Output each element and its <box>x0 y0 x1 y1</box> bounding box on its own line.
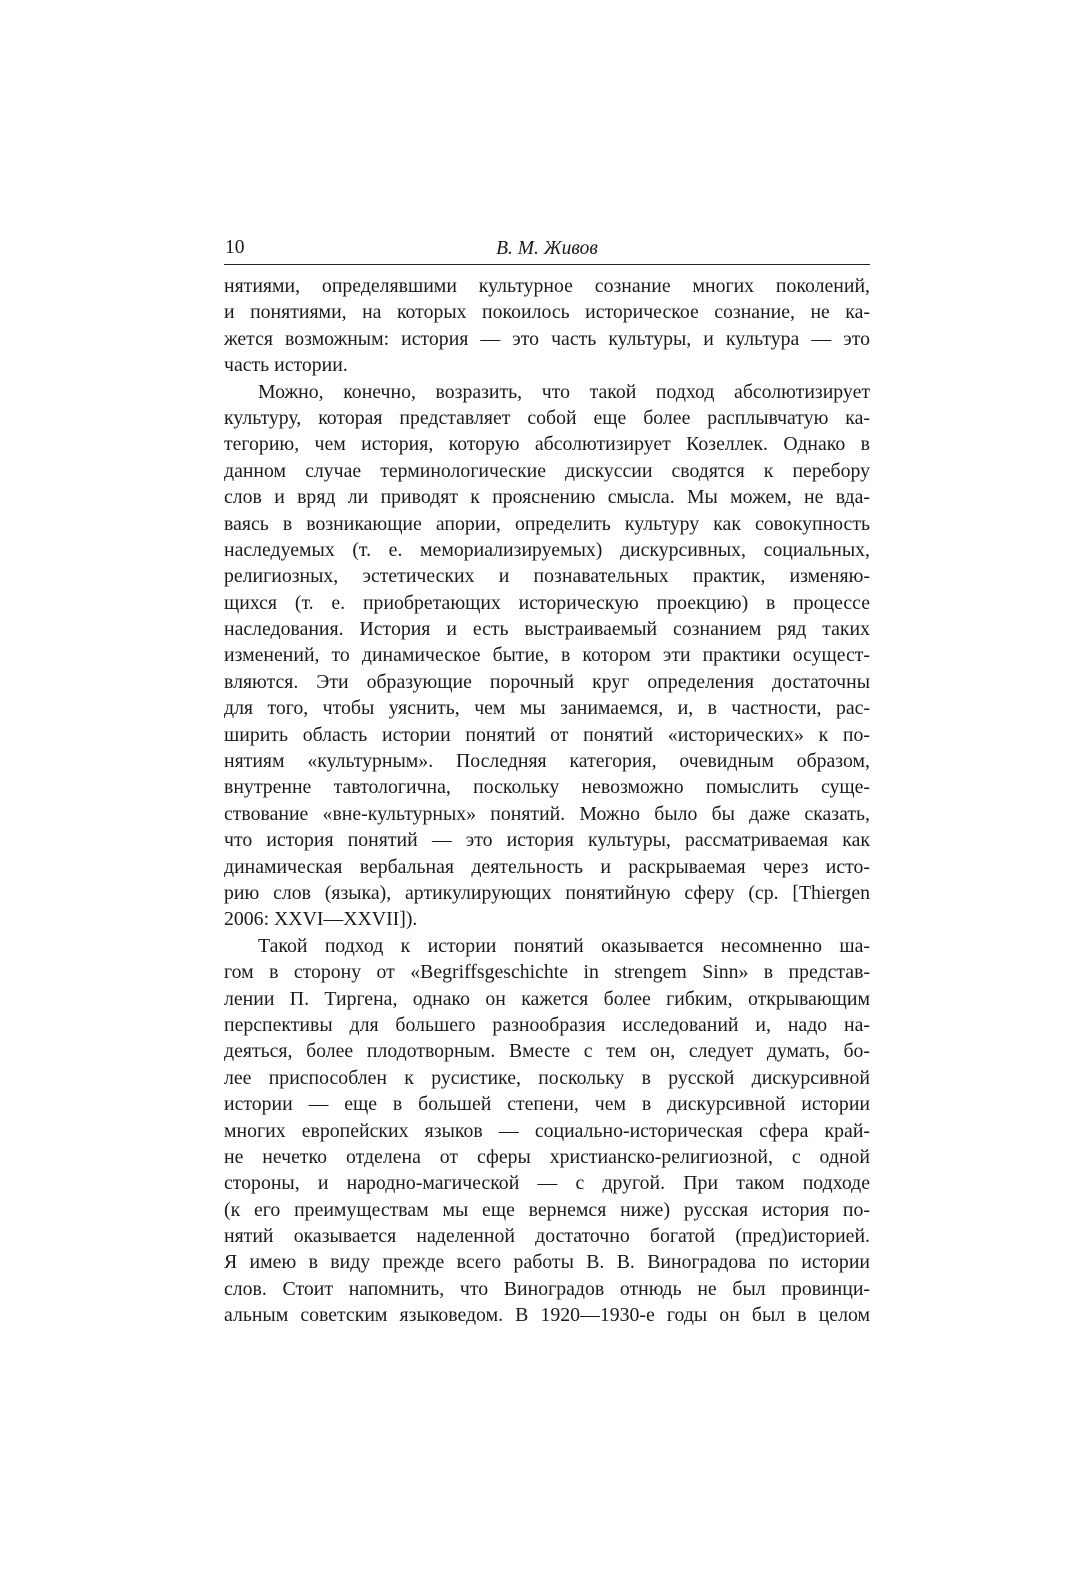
book-page <box>224 236 870 1329</box>
text-line: данном случае терминологические дискуссии сводятся к перебору <box>224 459 870 482</box>
text-line: нятиями, определявшими культурное сознание многих поколений, <box>224 275 870 297</box>
page-header <box>224 236 870 265</box>
text-line: Можно, конечно, возразить, что такой подход абсолютизирует <box>258 380 870 403</box>
text-line: слов. Стоит напомнить, что Виноградов отнюдь не был провинци- <box>224 1277 870 1300</box>
page-number: 10 <box>225 237 245 258</box>
text-line: не нечетко отделена от сферы христианско-религиозной, с одной <box>224 1145 870 1168</box>
text-line: рию слов (языка), артикулирующих понятийную сферу (ср. [Thiergen <box>224 881 870 904</box>
text-line: религиозных, эстетических и познавательных практик, изменяю- <box>224 565 870 588</box>
text-line: стороны, и народно-магической — с другой. При таком подходе <box>224 1172 870 1195</box>
text-line: наследования. История и есть выстраиваемый сознанием ряд таких <box>224 618 870 641</box>
text-line: ширить область истории понятий от понятий «исторических» к по- <box>224 723 870 746</box>
running-head-author: В. М. Живов <box>496 238 598 259</box>
text-line: изменений, то динамическое бытие, в котором эти практики осущест- <box>224 644 870 667</box>
text-line: и понятиями, на которых покоилось историческое сознание, не ка- <box>224 301 870 324</box>
text-line: жется возможным: история — это часть культуры, и культура — это <box>224 327 870 350</box>
text-line: нятиям «культурным». Последняя категория, очевидным образом, <box>224 750 870 773</box>
text-line: (к его преимуществам мы еще вернемся ниже) русская история по- <box>224 1198 870 1221</box>
text-line: нятий оказывается наделенной достаточно богатой (пред)историей. <box>224 1225 870 1248</box>
text-line: гом в сторону от «Begriffsgeschichte in strengem Sinn» в представ- <box>224 961 870 984</box>
text-line: часть истории. <box>224 354 348 377</box>
text-line: внутренне тавтологична, поскольку невозможно помыслить суще- <box>224 776 870 799</box>
text-line: для того, чтобы уяснить, чем мы занимаемся, и, в частности, рас- <box>224 697 870 720</box>
text-line: лее приспособлен к русистике, поскольку в русской дискурсивной <box>224 1066 870 1089</box>
text-line: слов и вряд ли приводят к прояснению смысла. Мы можем, не вда- <box>224 486 870 509</box>
text-line: 2006: XXVI—XXVII]). <box>224 908 418 931</box>
body-text <box>224 273 870 1329</box>
text-line: истории — еще в большей степени, чем в дискурсивной истории <box>224 1093 870 1116</box>
text-line: вляются. Эти образующие порочный круг определения достаточны <box>224 670 870 693</box>
text-line: Такой подход к истории понятий оказывается несомненно ша- <box>258 934 870 957</box>
text-line: тегорию, чем история, которую абсолютизирует Козеллек. Однако в <box>224 433 870 456</box>
text-line: щихся (т. е. приобретающих историческую проекцию) в процессе <box>224 591 870 614</box>
text-line: лении П. Тиргена, однако он кажется более гибким, открывающим <box>224 987 870 1010</box>
paragraph <box>224 273 870 379</box>
text-line: ствование «вне-культурных» понятий. Можно было бы даже сказать, <box>224 802 870 825</box>
text-line: деяться, более плодотворным. Вместе с тем он, следует думать, бо- <box>224 1040 870 1063</box>
paragraph <box>224 933 870 1329</box>
text-line: многих европейских языков — социально-историческая сфера край- <box>224 1119 870 1142</box>
paragraph <box>224 379 870 933</box>
text-line: культуру, которая представляет собой еще более расплывчатую ка- <box>224 406 870 429</box>
text-line: ваясь в возникающие апории, определить культуру как совокупность <box>224 512 870 535</box>
text-line: альным советским языковедом. В 1920—1930-е годы он был в целом <box>224 1304 870 1327</box>
text-line: наследуемых (т. е. мемориализируемых) дискурсивных, социальных, <box>224 538 870 561</box>
text-line: перспективы для большего разнообразия исследований и, надо на- <box>224 1013 870 1036</box>
text-line: что история понятий — это история культуры, рассматриваемая как <box>224 829 870 852</box>
text-line: динамическая вербальная деятельность и раскрываемая через исто- <box>224 855 870 878</box>
text-line: Я имею в виду прежде всего работы В. В. Виноградова по истории <box>224 1251 870 1274</box>
